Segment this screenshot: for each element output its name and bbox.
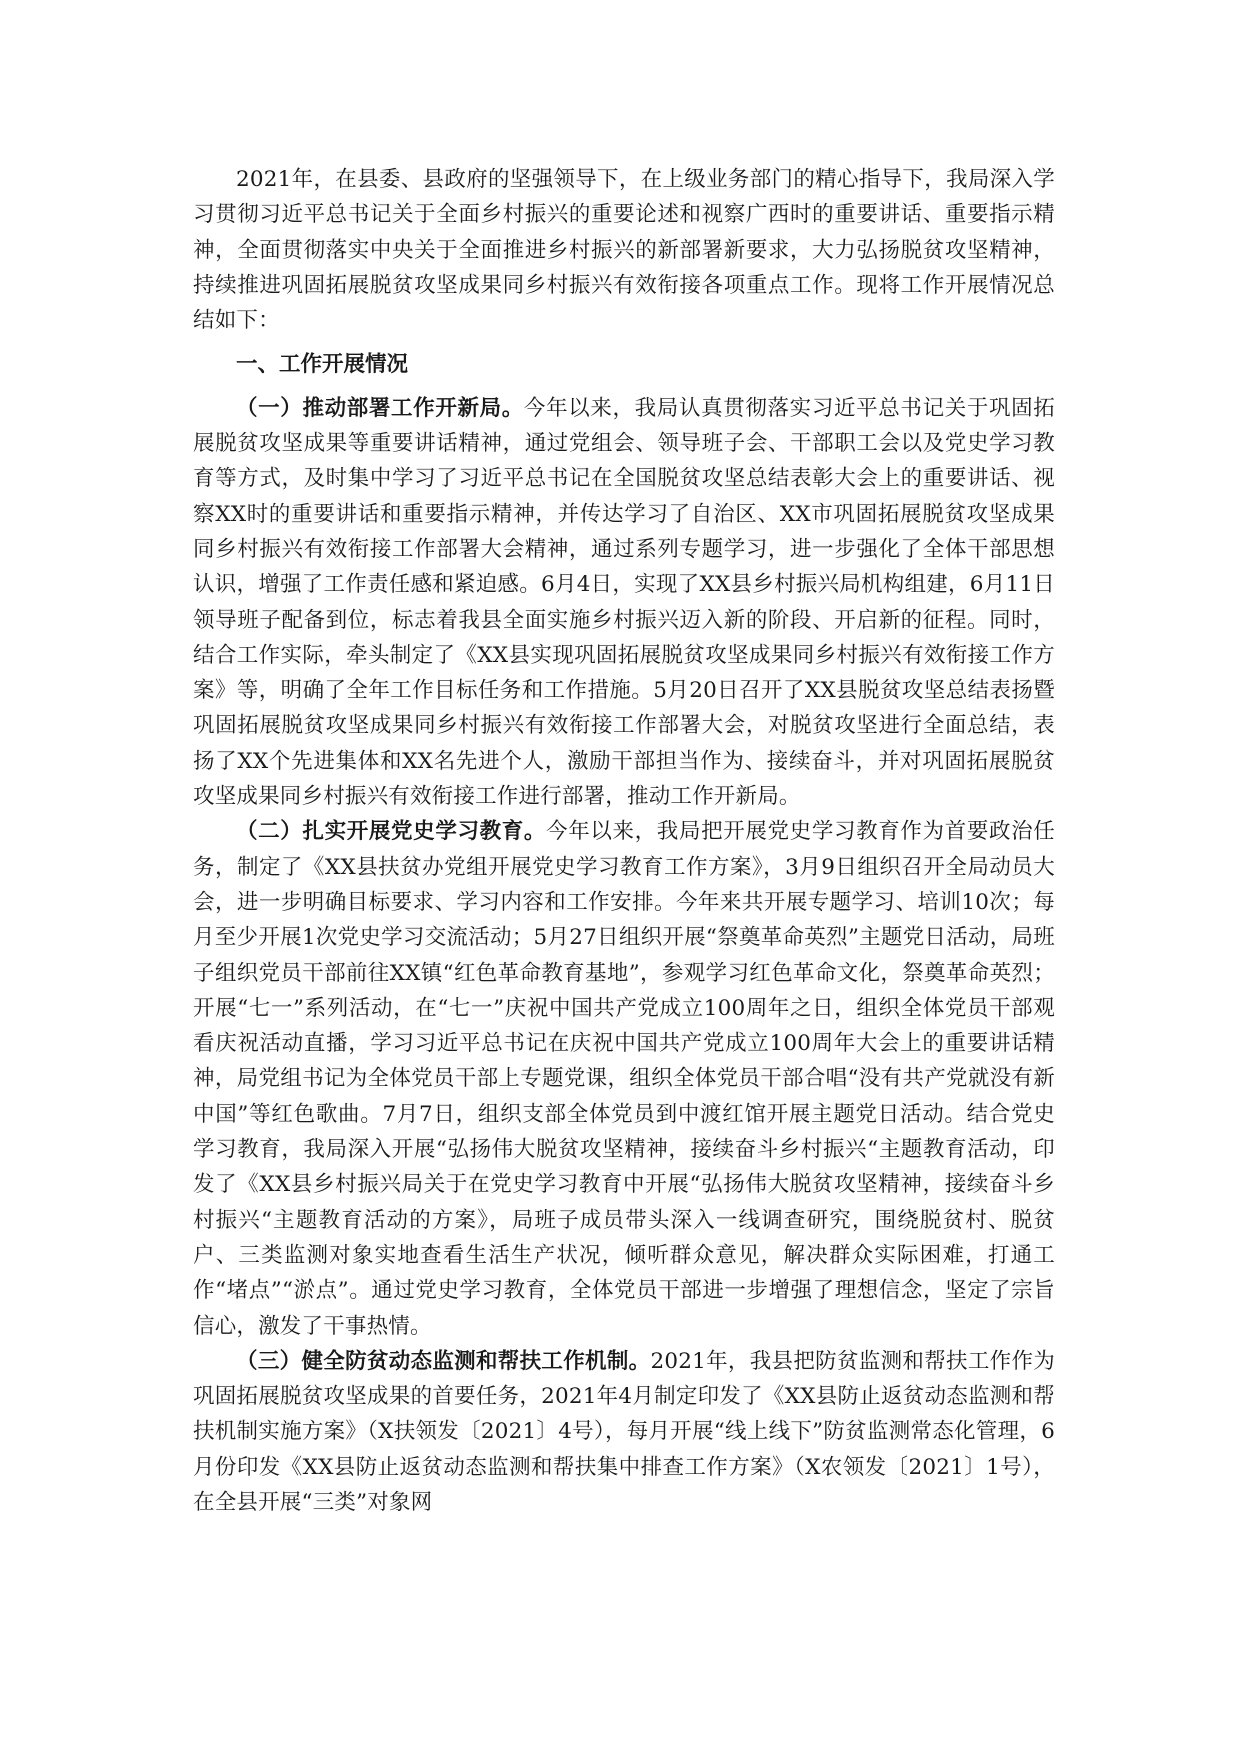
section-lead-2: （二）扎实开展党史学习教育。 bbox=[236, 819, 547, 845]
section-lead-1: （一）推动部署工作开新局。 bbox=[236, 395, 524, 421]
section-body-3: 2021年，我县把防贫监测和帮扶工作作为巩固拓展脱贫攻坚成果的首要任务，2021年4月制定印发了《XX县防止返贫动态监测和帮扶机制实施方案》（X扶领发〔2021〕4号），每月开展“线上线下”防贫监测常态化管理，6月份印发《XX县防止返贫动态监测和帮扶集中排查工作方案》（X农领发〔2021〕1号），在全县开展“三类”对象网 bbox=[193, 1348, 1056, 1515]
section-body-1: 今年以来，我局认真贯彻落实习近平总书记关于巩固拓展脱贫攻坚成果等重要讲话精神，通过党组会、领导班子会、干部职工会以及党史学习教育等方式，及时集中学习了习近平总书记在全国脱贫攻坚总结表彰大会上的重要讲话、视察XX时的重要讲话和重要指示精神，并传达学习了自治区、XX市巩固拓展脱贫攻坚成果同乡村振兴有效衔接工作部署大会精神，通过系列专题学习，进一步强化了全体干部思想认识，增强了工作责任感和紧迫感。6月4日，实现了XX县乡村振兴局机构组建，6月11日领导班子配备到位，标志着我县全面实施乡村振兴迈入新的阶段、开启新的征程。同时，结合工作实际，牵头制定了《XX县实现巩固拓展脱贫攻坚成果同乡村振兴有效衔接工作方案》等，明确了全年工作目标任务和工作措施。5月20日召开了XX县脱贫攻坚总结表扬暨巩固拓展脱贫攻坚成果同乡村振兴有效衔接工作部署大会，对脱贫攻坚进行全面总结，表扬了XX个先进集体和XX名先进个人，激励干部担当作为、接续奋斗，并对巩固拓展脱贫攻坚成果同乡村振兴有效衔接工作进行部署，推动工作开新局。 bbox=[193, 395, 1055, 810]
section-paragraph-1 bbox=[193, 391, 1055, 815]
section-body-2: 今年以来，我局把开展党史学习教育作为首要政治任务，制定了《XX县扶贫办党组开展党史学习教育工作方案》，3月9日组织召开全局动员大会，进一步明确目标要求、学习内容和工作安排。今年来共开展专题学习、培训10次；每月至少开展1次党史学习交流活动；5月27日组织开展“祭奠革命英烈”主题党日活动，局班子组织党员干部前往XX镇“红色革命教育基地”，参观学习红色革命文化，祭奠革命英烈；开展“七一”系列活动，在“七一”庆祝中国共产党成立100周年之日，组织全体党员干部观看庆祝活动直播，学习习近平总书记在庆祝中国共产党成立100周年大会上的重要讲话精神，局党组书记为全体党员干部上专题党课，组织全体党员干部合唱“没有共产党就没有新中国”等红色歌曲。7月7日，组织支部全体党员到中渡红馆开展主题党日活动。结合党史学习教育，我局深入开展“弘扬伟大脱贫攻坚精神，接续奋斗乡村振兴“主题教育活动，印发了《XX县乡村振兴局关于在党史学习教育中开展“弘扬伟大脱贫攻坚精神，接续奋斗乡村振兴“主题教育活动的方案》，局班子成员带头深入一线调查研究，围绕脱贫村、脱贫户、三类监测对象实地查看生活生产状况，倾听群众意见，解决群众实际困难，打通工作“堵点”“淤点”。通过党史学习教育，全体党员干部进一步增强了理想信念，坚定了宗旨信心，激发了干事热情。 bbox=[193, 819, 1055, 1339]
section-paragraph-2 bbox=[193, 814, 1055, 1343]
section-lead-3: （三）健全防贫动态监测和帮扶工作机制。 bbox=[236, 1348, 651, 1374]
section-heading-1: 一、工作开展情况 bbox=[236, 352, 409, 378]
section-paragraph-3 bbox=[193, 1344, 1055, 1520]
document-page bbox=[193, 162, 1055, 1520]
intro-paragraph: 2021年，在县委、县政府的坚强领导下，在上级业务部门的精心指导下，我局深入学习贯彻习近平总书记关于全面乡村振兴的重要论述和视察广西时的重要讲话、重要指示精神，全面贯彻落实中央关于全面推进乡村振兴的新部署新要求，大力弘扬脱贫攻坚精神，持续推进巩固拓展脱贫攻坚成果同乡村振兴有效衔接各项重点工作。现将工作开展情况总结如下： bbox=[193, 167, 1055, 334]
